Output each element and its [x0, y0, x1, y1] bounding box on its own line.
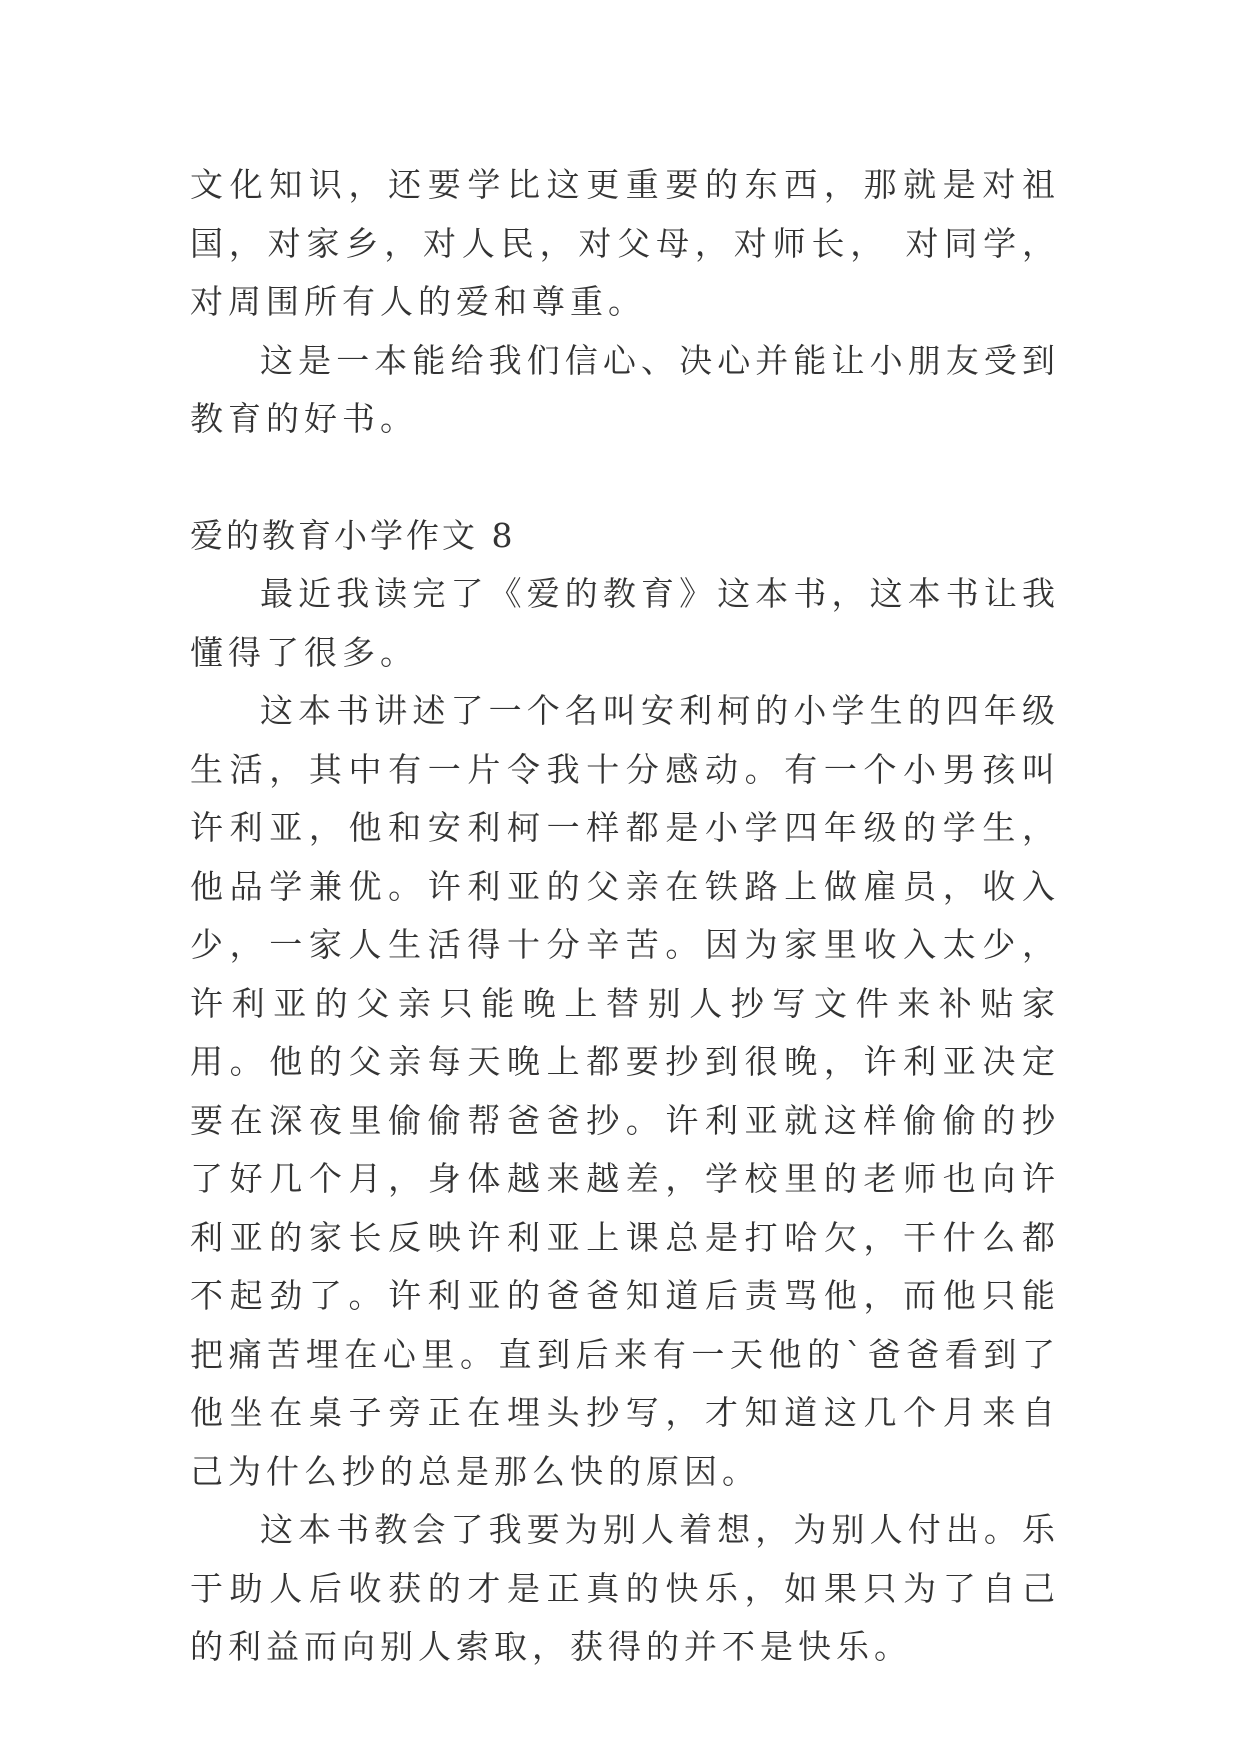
paragraph-intro: 最近我读完了《爱的教育》这本书，这本书让我懂得了很多。: [190, 574, 1060, 672]
section-title: 爱的教育小学作文 8: [190, 515, 516, 555]
paragraph-good-book: 这是一本能给我们信心、决心并能让小朋友受到教育的好书。: [190, 340, 1060, 438]
paragraph-continued: 文化知识，还要学比这更重要的东西，那就是对祖国，对家乡，对人民，对父母，对师长， 对同学，对周围所有人的爱和尊重。: [190, 165, 1060, 321]
document-body: [190, 156, 1060, 1677]
paragraph-story: 这本书讲述了一个名叫安利柯的小学生的四年级生活，其中有一片令我十分感动。有一个小男孩叫许利亚，他和安利柯一样都是小学四年级的学生，他品学兼优。许利亚的父亲在铁路上做雇员，收入少，一家人生活得十分辛苦。因为家里收入太少，许利亚的父亲只能晚上替别人抄写文件来补贴家用。他的父亲每天晚上都要抄到很晚，许利亚决定要在深夜里偷偷帮爸爸抄。许利亚就这样偷偷的抄了好几个月，身体越来越差，学校里的老师也向许利亚的家长反映许利亚上课总是打哈欠，干什么都不起劲了。许利亚的爸爸知道后责骂他，而他只能把痛苦埋在心里。直到后来有一天他的`爸爸看到了他坐在桌子旁正在埋头抄写，才知道这几个月来自己为什么抄的总是那么快的原因。: [190, 691, 1060, 1491]
paragraph-conclusion: 这本书教会了我要为别人着想，为别人付出。乐于助人后收获的才是正真的快乐，如果只为了自己的利益而向别人索取，获得的并不是快乐。: [190, 1510, 1060, 1666]
